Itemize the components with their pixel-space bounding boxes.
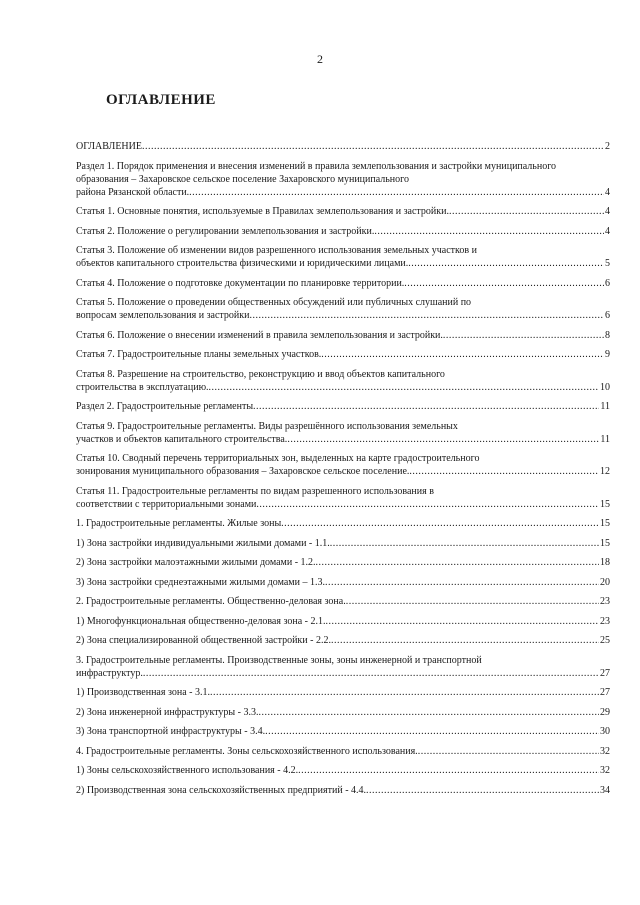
toc-entry-title: Статья 2. Положение о регулировании землепользования и застройки. bbox=[76, 225, 375, 237]
toc-entry-title: участков и объектов капитального строительства. bbox=[76, 433, 288, 445]
page-number: 2 bbox=[317, 52, 323, 66]
dot-leader bbox=[256, 498, 599, 511]
toc-entry-title: 1) Производственная зона - 3.1. bbox=[76, 687, 210, 698]
dot-leader bbox=[321, 348, 604, 361]
toc-entry-title: Статья 7. Градостроительные планы земельных участков. bbox=[76, 349, 322, 360]
toc-page-number: 15 bbox=[600, 498, 610, 510]
toc-page-number: 25 bbox=[600, 635, 610, 646]
dot-leader bbox=[265, 725, 599, 738]
toc-entry-title: 2) Зона инженерной инфраструктуры - 3.3. bbox=[76, 706, 259, 718]
toc-page-number: 10 bbox=[600, 381, 610, 393]
toc-page-number: 15 bbox=[600, 537, 610, 549]
toc-entry-title: Статья 1. Основные понятия, используемые в Правилах землепользования и застройки. bbox=[76, 206, 449, 217]
toc-entry-text: Раздел 1. Порядок применения и внесения изменений в правила землепользования и застройки муниципального образования – Захаровское сельское поселение Захаровского муниципального bbox=[76, 160, 557, 185]
toc-page-number: 11 bbox=[600, 401, 610, 412]
toc-page-number: 4 bbox=[605, 206, 610, 217]
toc-entry-title: Раздел 2. Градостроительные регламенты bbox=[76, 401, 254, 412]
toc-entry[interactable] bbox=[76, 205, 610, 218]
toc-entry[interactable] bbox=[76, 160, 610, 199]
table-of-contents bbox=[76, 140, 610, 803]
dot-leader bbox=[346, 595, 599, 608]
toc-entry-title: инфраструктур. bbox=[76, 667, 143, 679]
toc-page-number: 34 bbox=[600, 784, 610, 796]
dot-leader bbox=[210, 686, 599, 699]
dot-leader bbox=[142, 140, 604, 153]
toc-entry-title: Статья 4. Положение о подготовке документации по планировке территории. bbox=[76, 277, 405, 289]
dot-leader bbox=[366, 784, 599, 797]
toc-entry-title: 3) Зона застройки среднеэтажными жилыми домами – 1.3. bbox=[76, 576, 325, 588]
toc-page-number: 23 bbox=[600, 596, 610, 607]
toc-page-number: 4 bbox=[605, 225, 610, 237]
dot-leader bbox=[253, 400, 599, 413]
toc-entry-title: строительства в эксплуатацию. bbox=[76, 381, 209, 393]
toc-entry-title: объектов капитального строительства физическими и юридическими лицами. bbox=[76, 258, 409, 269]
toc-heading: ОГЛАВЛЕНИЕ bbox=[106, 92, 216, 108]
toc-entry[interactable] bbox=[76, 368, 610, 394]
toc-entry-title: соответствии с территориальными зонами bbox=[76, 498, 257, 510]
dot-leader bbox=[143, 667, 599, 680]
toc-entry[interactable] bbox=[76, 517, 610, 530]
toc-entry[interactable] bbox=[76, 686, 610, 699]
toc-page-number: 32 bbox=[600, 745, 610, 757]
toc-entry[interactable] bbox=[76, 634, 610, 647]
toc-entry-title: 2) Зона застройки малоэтажными жилыми домами - 1.2. bbox=[76, 557, 316, 568]
toc-entry[interactable] bbox=[76, 140, 610, 153]
dot-leader bbox=[449, 205, 604, 218]
toc-entry[interactable] bbox=[76, 725, 610, 738]
toc-entry[interactable] bbox=[76, 784, 610, 797]
toc-entry-text: 3. Градостроительные регламенты. Производственные зоны, зоны инженерной и транспортной bbox=[76, 654, 482, 666]
toc-entry-title: вопросам землепользования и застройки bbox=[76, 310, 250, 321]
toc-page-number: 32 bbox=[600, 765, 610, 776]
toc-entry-title: ОГЛАВЛЕНИЕ bbox=[76, 141, 142, 152]
toc-page-number: 15 bbox=[600, 518, 610, 529]
toc-page-number: 30 bbox=[600, 726, 610, 737]
toc-entry[interactable] bbox=[76, 420, 610, 446]
dot-leader bbox=[316, 556, 599, 569]
toc-page-number: 6 bbox=[605, 277, 610, 289]
toc-entry-title: 2. Градостроительные регламенты. Общественно-деловая зона. bbox=[76, 596, 346, 607]
toc-entry[interactable] bbox=[76, 225, 610, 238]
dot-leader bbox=[258, 706, 599, 719]
dot-leader bbox=[418, 745, 599, 758]
toc-entry[interactable] bbox=[76, 400, 610, 413]
toc-page-number: 4 bbox=[605, 186, 610, 198]
dot-leader bbox=[249, 309, 604, 322]
toc-entry-text: Статья 8. Разрешение на строительство, реконструкцию и ввод объектов капитального bbox=[76, 368, 445, 380]
toc-entry-title: 1) Многофункциональная общественно-деловая зона - 2.1. bbox=[76, 615, 326, 627]
dot-leader bbox=[408, 257, 604, 270]
toc-entry[interactable] bbox=[76, 348, 610, 361]
toc-page-number: 23 bbox=[600, 615, 610, 627]
dot-leader bbox=[189, 186, 604, 199]
toc-entry-title: 4. Градостроительные регламенты. Зоны сельскохозяйственного использования. bbox=[76, 745, 418, 757]
dot-leader bbox=[443, 329, 604, 342]
toc-entry[interactable] bbox=[76, 576, 610, 589]
dot-leader bbox=[209, 381, 599, 394]
dot-leader bbox=[287, 433, 599, 446]
toc-entry-text: Статья 3. Положение об изменении видов разрешенного использования земельных участков и bbox=[76, 245, 477, 256]
toc-page-number: 20 bbox=[600, 576, 610, 588]
toc-entry[interactable] bbox=[76, 537, 610, 550]
toc-page-number: 11 bbox=[600, 433, 610, 445]
toc-entry-title: 3) Зона транспортной инфраструктуры - 3.4. bbox=[76, 726, 266, 737]
toc-entry[interactable] bbox=[76, 745, 610, 758]
toc-entry-text: Статья 5. Положение о проведении общественных обсуждений или публичных слушаний по bbox=[76, 297, 472, 308]
toc-entry[interactable] bbox=[76, 277, 610, 290]
toc-entry[interactable] bbox=[76, 485, 610, 511]
dot-leader bbox=[325, 615, 599, 628]
toc-entry-text: Статья 9. Градостроительные регламенты. Виды разрешённого использования земельных bbox=[76, 420, 458, 432]
dot-leader bbox=[374, 225, 604, 238]
toc-entry-title: зонирования муниципального образования – Захаровское сельское поселение. bbox=[76, 466, 410, 477]
dot-leader bbox=[331, 634, 599, 647]
toc-entry[interactable] bbox=[76, 654, 610, 680]
toc-entry[interactable] bbox=[76, 615, 610, 628]
toc-entry[interactable] bbox=[76, 452, 610, 478]
dot-leader bbox=[404, 277, 604, 290]
toc-page-number: 27 bbox=[600, 687, 610, 698]
toc-entry[interactable] bbox=[76, 706, 610, 719]
toc-page-number: 12 bbox=[600, 466, 610, 477]
dot-leader bbox=[330, 537, 599, 550]
toc-entry-title: Статья 6. Положение о внесении изменений в правила землепользования и застройки. bbox=[76, 329, 443, 341]
toc-entry[interactable] bbox=[76, 244, 610, 270]
toc-page-number: 9 bbox=[605, 349, 610, 360]
toc-entry[interactable] bbox=[76, 296, 610, 322]
toc-page-number: 5 bbox=[605, 258, 610, 269]
toc-entry-title: 1) Зоны сельскохозяйственного использования - 4.2. bbox=[76, 765, 299, 776]
toc-page-number: 2 bbox=[605, 141, 610, 152]
toc-entry-title: 1. Градостроительные регламенты. Жилые зоны bbox=[76, 518, 282, 529]
toc-entry[interactable] bbox=[76, 595, 610, 608]
toc-entry[interactable] bbox=[76, 764, 610, 777]
toc-entry-title: 1) Зона застройки индивидуальными жилыми домами - 1.1. bbox=[76, 537, 330, 549]
dot-leader bbox=[409, 465, 599, 478]
dot-leader bbox=[325, 576, 599, 589]
dot-leader bbox=[281, 517, 599, 530]
toc-entry[interactable] bbox=[76, 329, 610, 342]
toc-page-number: 29 bbox=[600, 706, 610, 718]
toc-entry-title: 2) Производственная зона сельскохозяйственных предприятий - 4.4. bbox=[76, 784, 367, 796]
toc-entry[interactable] bbox=[76, 556, 610, 569]
toc-entry-text: Статья 10. Сводный перечень территориальных зон, выделенных на карте градостроительного bbox=[76, 453, 480, 464]
toc-page-number: 18 bbox=[600, 557, 610, 568]
toc-page-number: 8 bbox=[605, 329, 610, 341]
dot-leader bbox=[298, 764, 599, 777]
toc-page-number: 6 bbox=[605, 310, 610, 321]
toc-entry-title: 2) Зона специализированной общественной застройки - 2.2. bbox=[76, 635, 331, 646]
toc-entry-title: района Рязанской области. bbox=[76, 186, 190, 198]
toc-entry-text: Статья 11. Градостроительные регламенты по видам разрешенного использования в bbox=[76, 485, 434, 497]
toc-page-number: 27 bbox=[600, 667, 610, 679]
